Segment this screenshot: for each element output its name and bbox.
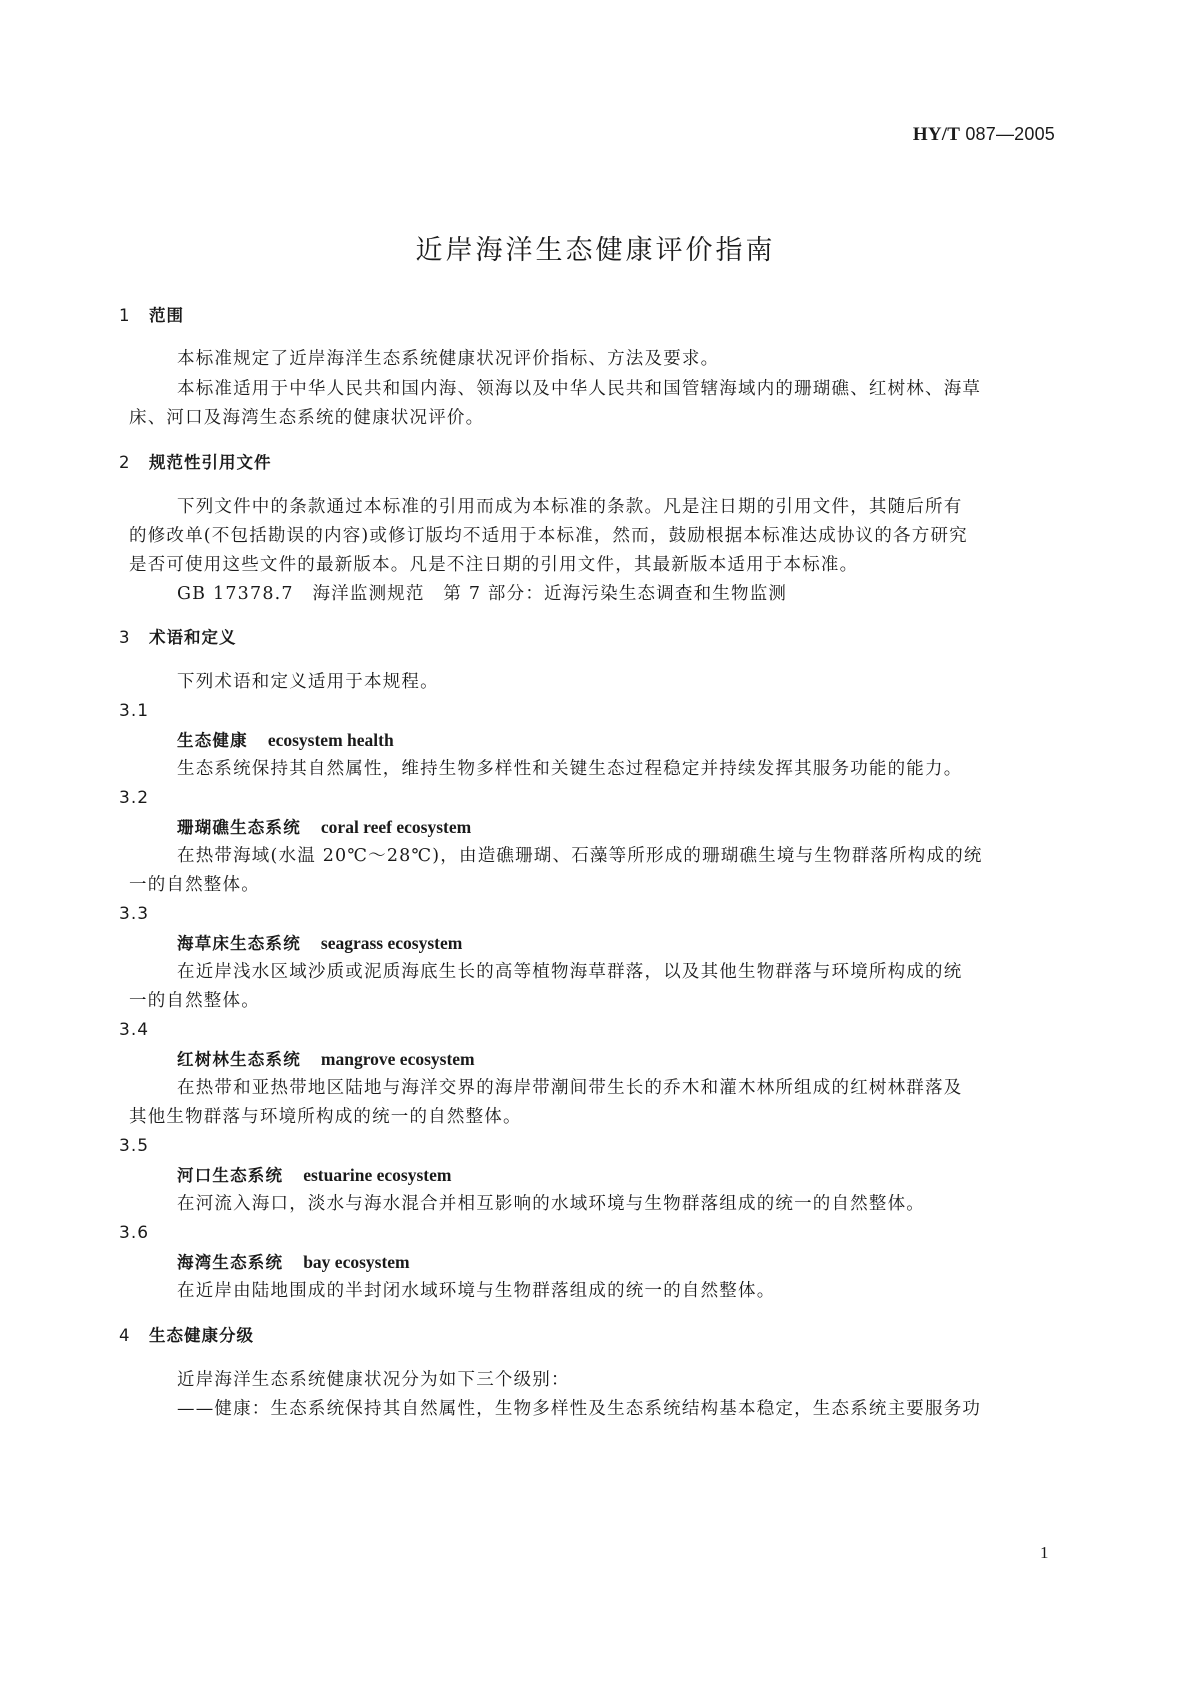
clause-number: 3.3 bbox=[119, 904, 150, 924]
term-definition: 在近岸由陆地围成的半封闭水域环境与生物群落组成的统一的自然整体。 bbox=[177, 1281, 776, 1301]
section-number: 1 bbox=[119, 306, 131, 325]
term-zh: 珊瑚礁生态系统 bbox=[177, 818, 301, 837]
paragraph-continuation: 的修改单(不包括勘误的内容)或修订版均不适用于本标准，然而，鼓励根据本标准达成协议的各方研究 bbox=[129, 526, 968, 546]
paragraph: 近岸海洋生态系统健康状况分为如下三个级别： bbox=[177, 1370, 570, 1390]
term-definition: 在热带海域(水温 20℃～28℃)，由造礁珊瑚、石藻等所形成的珊瑚礁生境与生物群落所构成的统 bbox=[177, 846, 983, 866]
clause-number: 3.1 bbox=[119, 701, 150, 721]
section-number: 4 bbox=[119, 1326, 131, 1345]
term-definition: 在热带和亚热带地区陆地与海洋交界的海岸带潮间带生长的乔木和灌木林所组成的红树林群落及 bbox=[177, 1078, 963, 1098]
term-en: bay ecosystem bbox=[303, 1252, 410, 1272]
section-number: 3 bbox=[119, 628, 131, 647]
clause-number: 3.4 bbox=[119, 1020, 150, 1040]
standard-code bbox=[913, 124, 1055, 146]
term-zh: 海草床生态系统 bbox=[177, 934, 301, 953]
term-definition: 生态系统保持其自然属性，维持生物多样性和关键生态过程稳定并持续发挥其服务功能的能力。 bbox=[177, 759, 963, 779]
term-definition-continuation: 一的自然整体。 bbox=[129, 875, 260, 895]
paragraph: 下列文件中的条款通过本标准的引用而成为本标准的条款。凡是注日期的引用文件，其随后所有 bbox=[177, 497, 963, 517]
section-title: 范围 bbox=[149, 306, 184, 325]
list-item: ——健康：生态系统保持其自然属性，生物多样性及生态系统结构基本稳定，生态系统主要服务功 bbox=[177, 1399, 982, 1419]
term-definition: 在河流入海口，淡水与海水混合并相互影响的水域环境与生物群落组成的统一的自然整体。 bbox=[177, 1194, 925, 1214]
term-en: coral reef ecosystem bbox=[320, 817, 472, 837]
term-heading bbox=[177, 1164, 451, 1187]
paragraph: 下列术语和定义适用于本规程。 bbox=[177, 672, 439, 692]
term-heading bbox=[177, 816, 471, 839]
term-heading bbox=[177, 932, 462, 955]
clause-number: 3.6 bbox=[119, 1223, 150, 1243]
term-heading bbox=[177, 1048, 475, 1071]
paragraph: 本标准适用于中华人民共和国内海、领海以及中华人民共和国管辖海域内的珊瑚礁、红树林、海草 bbox=[177, 379, 982, 399]
term-en: seagrass ecosystem bbox=[320, 933, 463, 953]
paragraph: 本标准规定了近岸海洋生态系统健康状况评价指标、方法及要求。 bbox=[177, 349, 720, 369]
term-heading bbox=[177, 729, 394, 752]
term-zh: 红树林生态系统 bbox=[177, 1050, 301, 1069]
section-title: 生态健康分级 bbox=[149, 1326, 254, 1345]
term-zh: 生态健康 bbox=[177, 731, 248, 750]
term-en: estuarine ecosystem bbox=[303, 1165, 452, 1185]
section-number: 2 bbox=[119, 453, 131, 472]
term-en: ecosystem health bbox=[267, 730, 394, 750]
term-definition-continuation: 其他生物群落与环境所构成的统一的自然整体。 bbox=[129, 1107, 522, 1127]
section-title: 规范性引用文件 bbox=[149, 453, 272, 472]
term-definition: 在近岸浅水区域沙质或泥质海底生长的高等植物海草群落，以及其他生物群落与环境所构成的统 bbox=[177, 962, 963, 982]
standard-number: 087—2005 bbox=[965, 124, 1055, 144]
normative-reference: GB 17378.7 海洋监测规范 第 7 部分：近海污染生态调查和生物监测 bbox=[177, 584, 788, 604]
term-zh: 海湾生态系统 bbox=[177, 1253, 284, 1272]
section-heading-3 bbox=[119, 627, 237, 649]
standard-prefix: HY/T bbox=[912, 124, 961, 145]
term-heading bbox=[177, 1251, 410, 1274]
document-title: 近岸海洋生态健康评价指南 bbox=[415, 235, 776, 266]
page-number: 1 bbox=[1040, 1543, 1049, 1562]
section-heading-2 bbox=[119, 452, 272, 474]
term-en: mangrove ecosystem bbox=[320, 1049, 475, 1069]
section-title: 术语和定义 bbox=[149, 628, 237, 647]
paragraph-continuation: 是否可使用这些文件的最新版本。凡是不注日期的引用文件，其最新版本适用于本标准。 bbox=[129, 555, 859, 575]
section-heading-1 bbox=[119, 305, 184, 327]
clause-number: 3.2 bbox=[119, 788, 150, 808]
paragraph-continuation: 床、河口及海湾生态系统的健康状况评价。 bbox=[129, 408, 485, 428]
section-heading-4 bbox=[119, 1325, 254, 1347]
term-zh: 河口生态系统 bbox=[177, 1166, 284, 1185]
term-definition-continuation: 一的自然整体。 bbox=[129, 991, 260, 1011]
clause-number: 3.5 bbox=[119, 1136, 150, 1156]
